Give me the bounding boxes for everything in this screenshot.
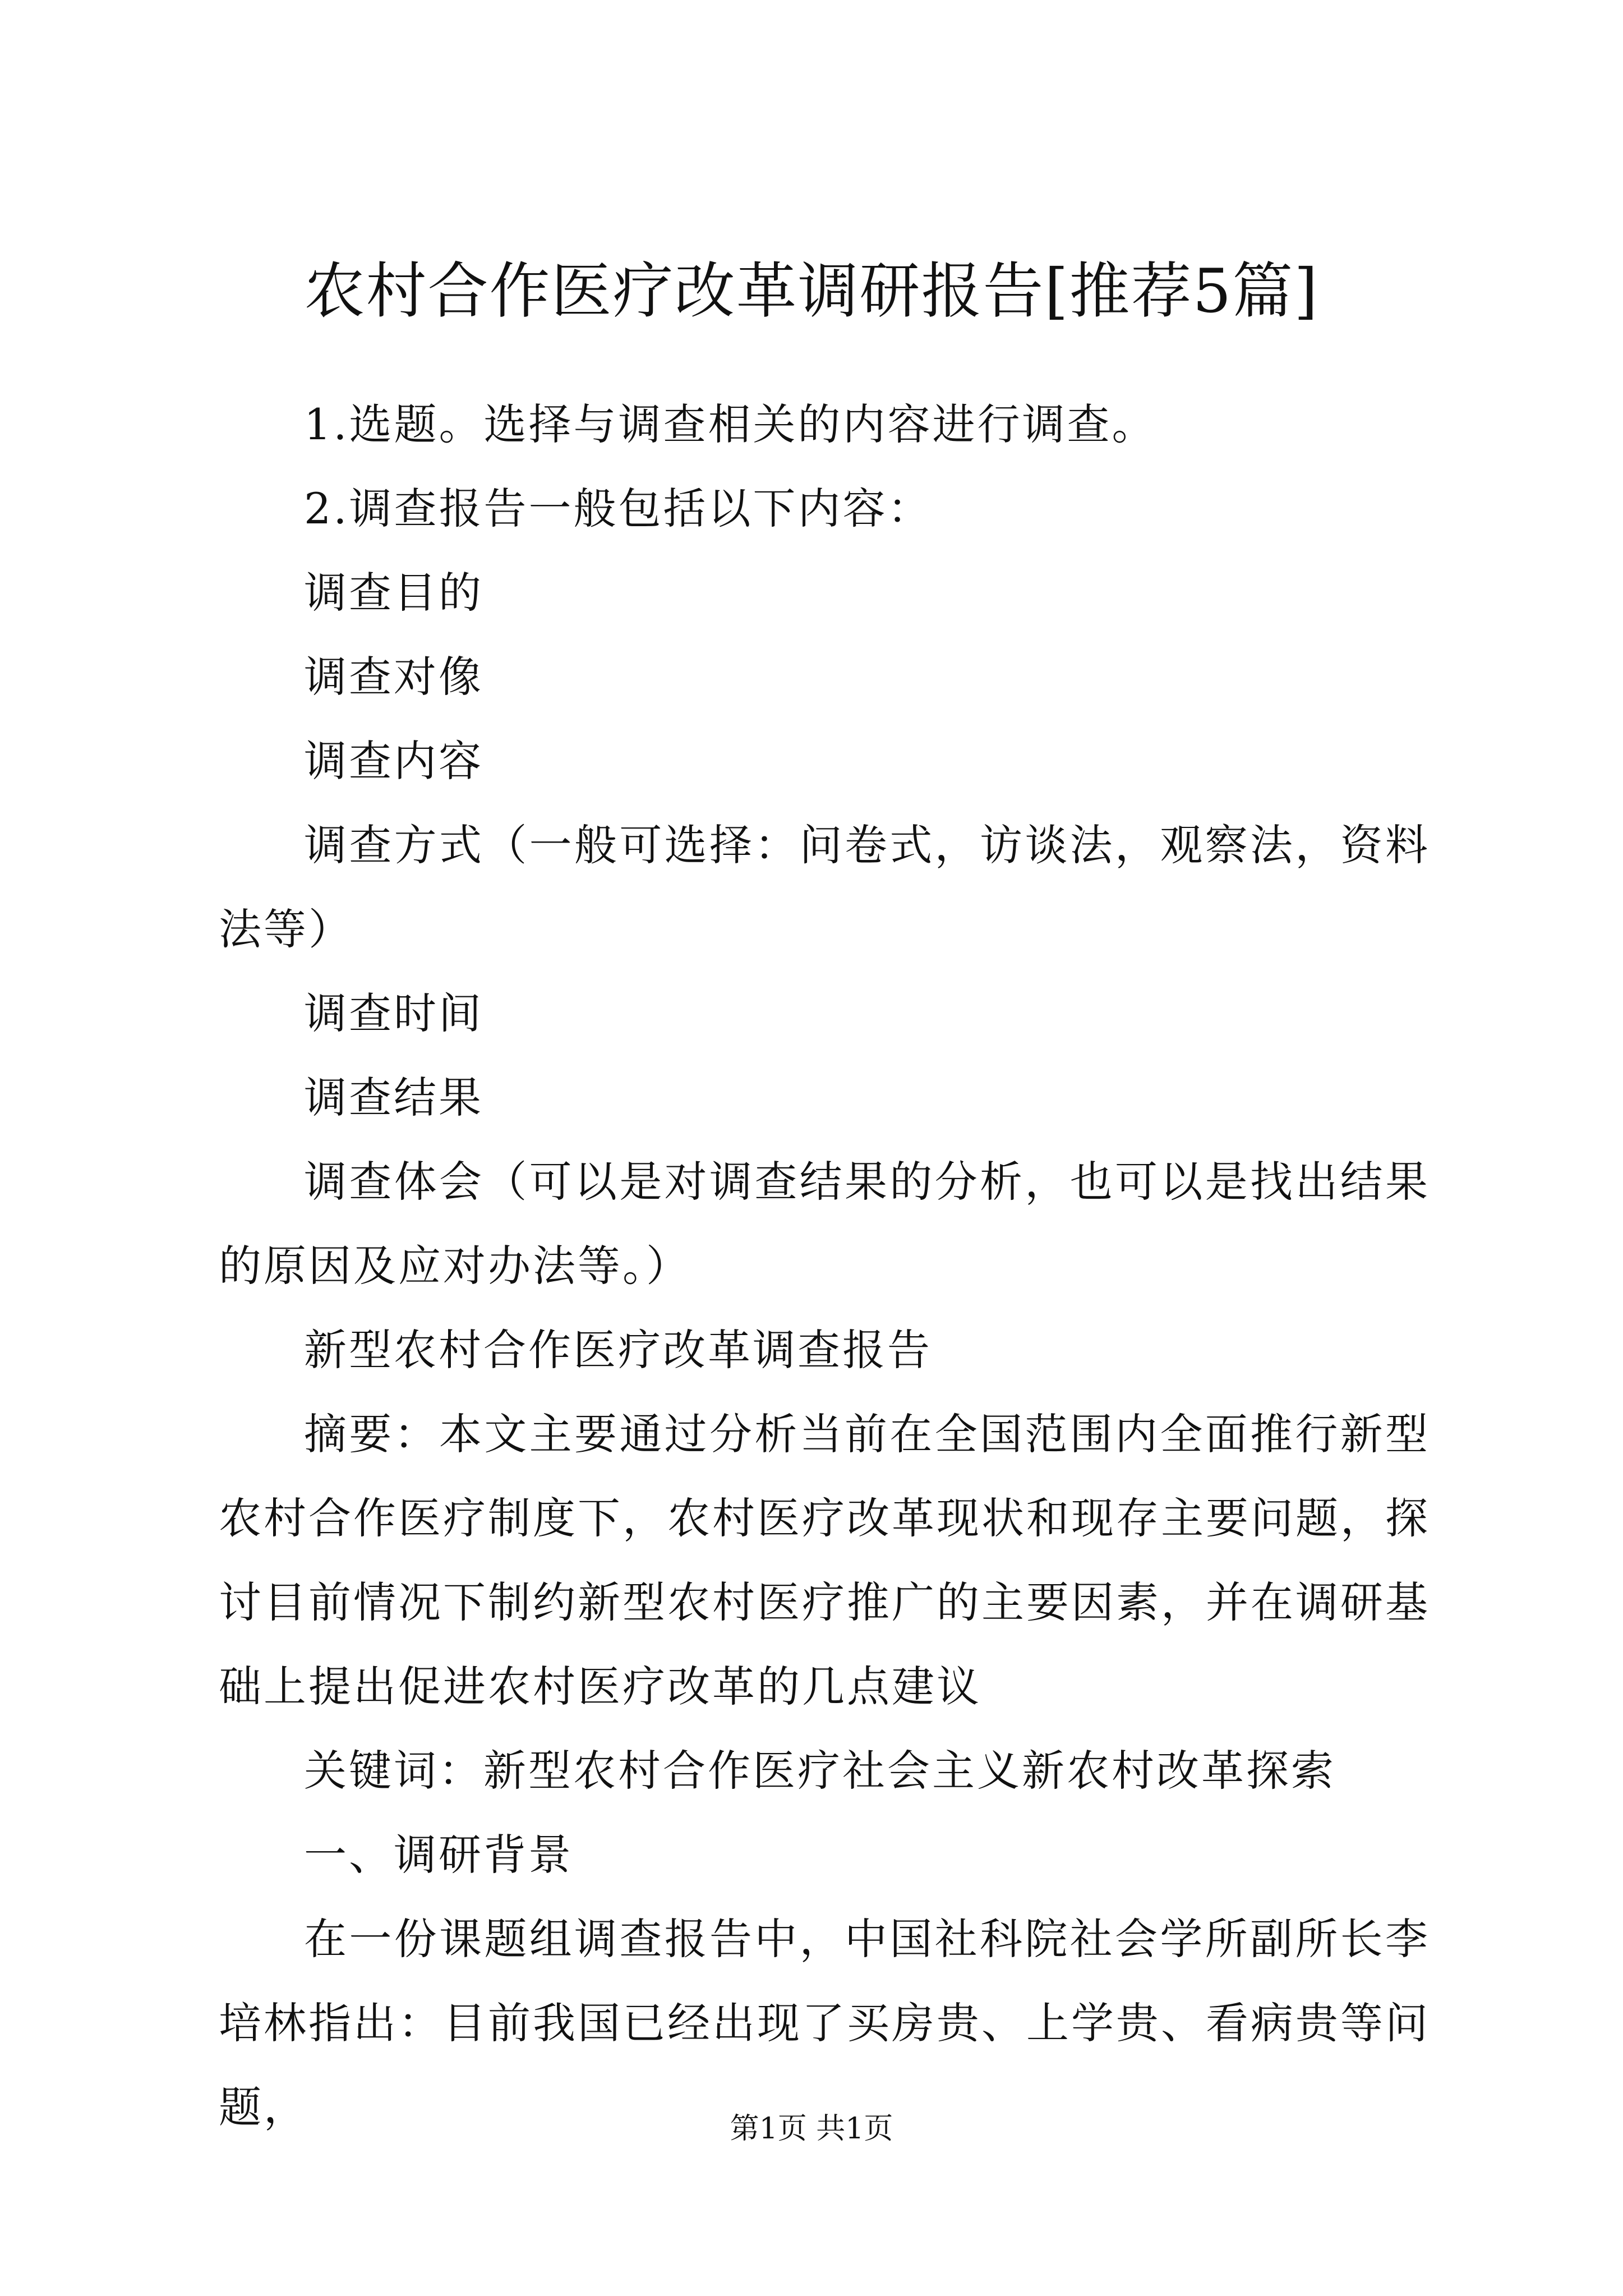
paragraph: 调查体会（可以是对调查结果的分析，也可以是找出结果的原因及应对办法等。）: [219, 1157, 1430, 1291]
paragraph: 调查方式（一般可选择：问卷式，访谈法，观察法，资料法等）: [219, 820, 1430, 954]
document-title: 农村合作医疗改革调研报告[推荐5篇]: [304, 256, 1319, 326]
paragraph: 摘要：本文主要通过分析当前在全国范围内全面推行新型农村合作医疗制度下，农村医疗改革现状和现存主要问题，探讨目前情况下制约新型农村医疗推广的主要因素，并在调研基础上提出促进农村医疗改革的几点建议: [219, 1409, 1430, 1711]
paragraph: 新型农村合作医疗改革调查报告: [304, 1325, 932, 1375]
paragraph: 调查内容: [304, 736, 483, 786]
paragraph: 在一份课题组调查报告中，中国社科院社会学所副所长李培林指出：目前我国已经出现了买房贵、上学贵、看病贵等问题，: [219, 1914, 1430, 2132]
paragraph: 调查时间: [304, 988, 483, 1038]
paragraph: 2.调查报告一般包括以下内容：: [304, 484, 933, 533]
paragraph: 一、调研背景: [304, 1830, 573, 1880]
paragraph: 调查对像: [304, 652, 483, 702]
paragraph: 关键词：新型农村合作医疗社会主义新农村改革探索: [304, 1746, 1336, 1796]
paragraph: 调查结果: [304, 1073, 483, 1122]
document-body: [219, 383, 1430, 2150]
paragraph: 1.选题。选择与调查相关的内容进行调查。: [304, 399, 1157, 449]
page-footer: 第1页 共1页: [730, 2112, 893, 2146]
paragraph: 调查目的: [304, 568, 483, 618]
